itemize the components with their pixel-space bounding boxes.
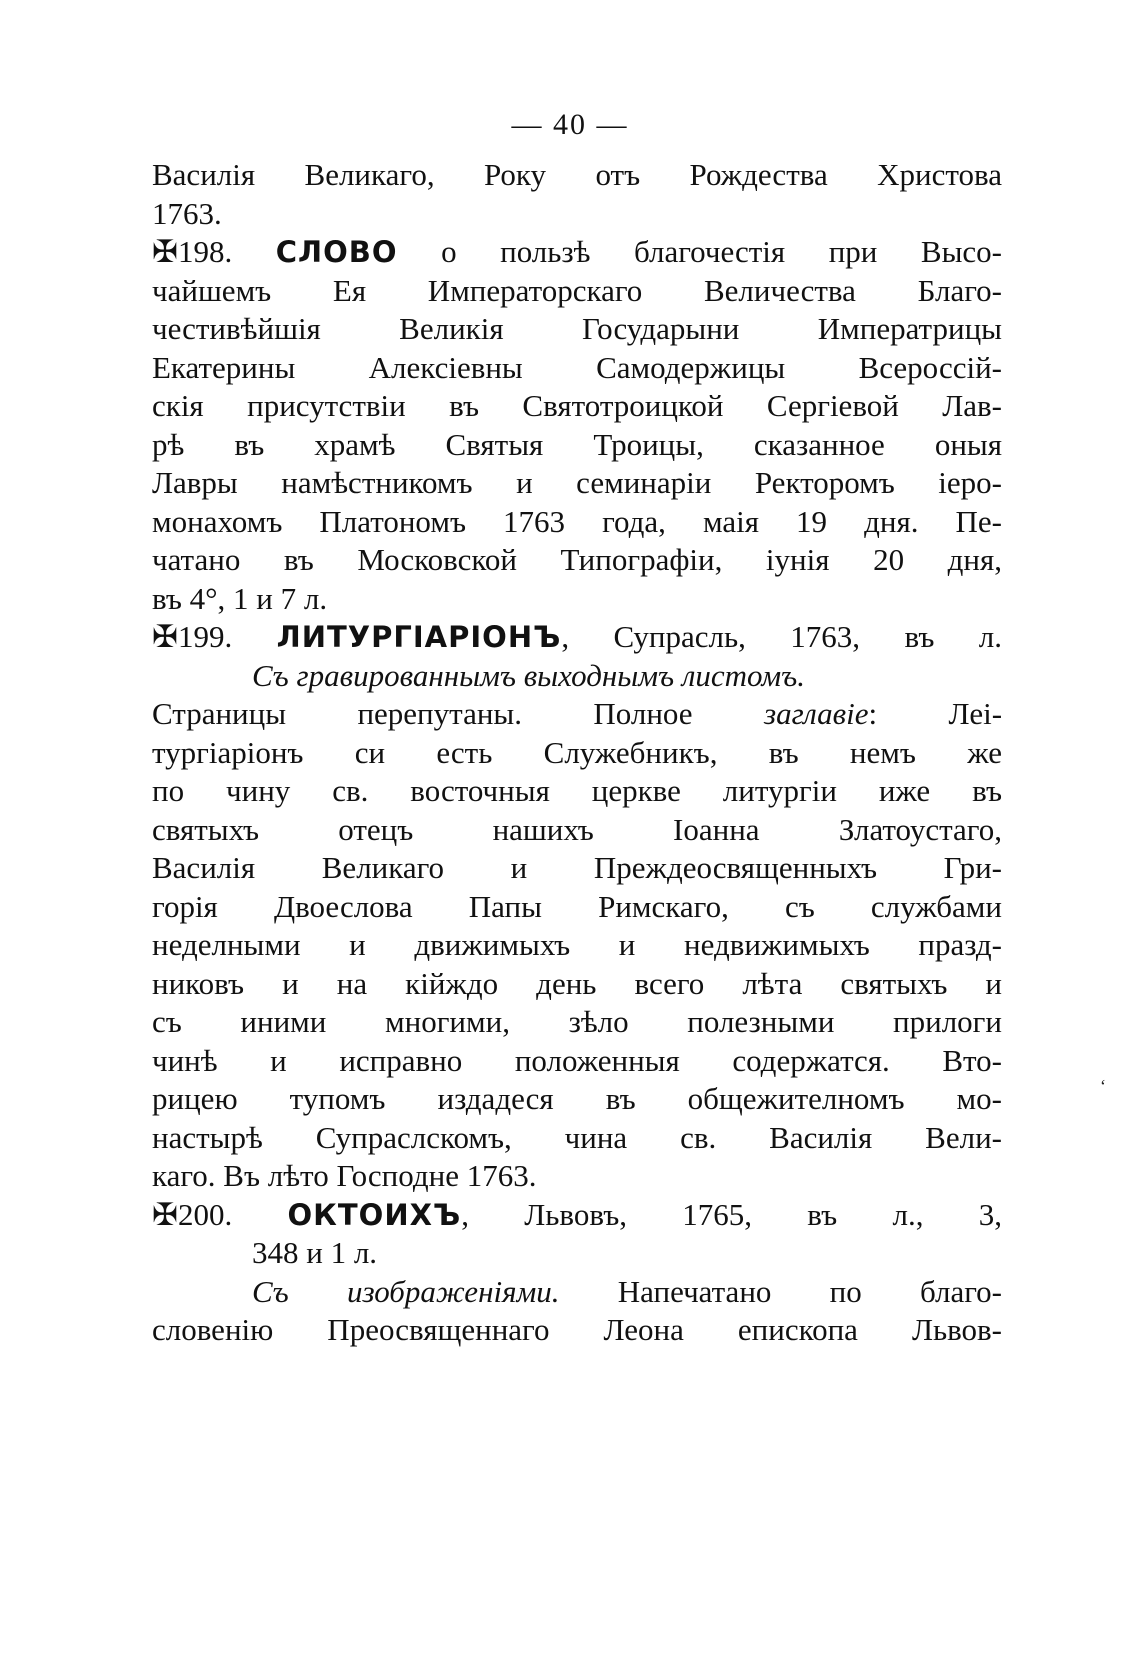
entry-199-heading <box>152 618 1002 657</box>
entry-198-line: скія присутствіи въ Святотроицкой Сергіевой Лав- <box>152 388 1002 423</box>
continuation-line: Василія Великаго, Року отъ Рождества Христова <box>152 157 1002 192</box>
entry-198-line: въ 4°, 1 и 7 л. <box>152 580 328 616</box>
entry-198-line: честивѣйшія Великія Государыни Императрицы <box>152 311 1002 346</box>
entry-200-line <box>152 1273 1002 1312</box>
entry-title: ОКТОИХЪ <box>287 1197 462 1232</box>
entry-199-line: Василія Великаго и Преждеосвященныхъ Гри- <box>152 850 1002 885</box>
entry-number: ✠200. <box>152 1196 233 1232</box>
entry-198-line: рѣ въ храмѣ Святыя Троицы, сказанное оныя <box>152 426 1002 462</box>
entry-text: , Львовъ, 1765, въ л., 3, <box>461 1196 1002 1232</box>
entry-number: ✠199. <box>152 619 233 654</box>
entry-199-line: неделными и движимыхъ и недвижимыхъ празд- <box>152 927 1002 962</box>
entry-199-line: чинѣ и исправно положенныя содержатся. Вто- <box>152 1042 1002 1078</box>
entry-199-line: тургіаріонъ си есть Служебникъ, въ немъ же <box>152 734 1002 770</box>
entry-198-line: чатано въ Московской Типографіи, іунія 20 дня, <box>152 542 1002 577</box>
page-number: — 40 — <box>511 108 629 141</box>
entry-200-line: 348 и 1 л. <box>252 1235 378 1270</box>
entry-198-line: монахомъ Платономъ 1763 года, маія 19 дня. Пе- <box>152 503 1002 539</box>
entry-198-heading <box>152 233 1002 272</box>
entry-text: Страницы перепутаны. Полное <box>152 696 693 731</box>
entry-200-line: словенію Преосвященнаго Леона епископа Львов- <box>152 1312 1002 1347</box>
entry-199-line: святыхъ отецъ нашихъ Іоанна Златоустаго, <box>152 811 1002 847</box>
entry-199-line <box>152 695 1002 734</box>
entry-number: ✠198. <box>152 234 233 269</box>
entry-198-line: Лавры намѣстникомъ и семинаріи Ректоромъ іеро- <box>152 465 1002 500</box>
entry-199-line: каго. Въ лѣто Господне 1763. <box>152 1158 537 1193</box>
entry-text-italic: заглавіе <box>763 696 869 731</box>
entry-text: , Супрасль, 1763, въ л. <box>561 619 1002 654</box>
entry-199-line: рицею тупомъ издадеся въ общежителномъ мо- <box>152 1081 1002 1116</box>
entry-text: о пользѣ благочестія при Высо- <box>441 234 1002 269</box>
entry-199-note: Съ гравированнымъ выходнымъ листомъ. <box>252 657 806 693</box>
entry-199-line: горія Двоеслова Папы Римскаго, съ службами <box>152 888 1002 924</box>
entry-199-line: съ иними многими, зѣло полезными прилоги <box>152 1004 1002 1039</box>
entry-200-heading <box>152 1196 1002 1235</box>
entry-title: СЛОВО <box>275 235 398 269</box>
entry-199-line: никовъ и на кійждо день всего лѣта святыхъ и <box>152 965 1002 1001</box>
continuation-line: 1763. <box>152 195 222 231</box>
entry-199-line: по чину св. восточныя церкве литургіи иже въ <box>152 773 1002 808</box>
entry-198-line: Екатерины Алексіевны Самодержицы Всероссій- <box>152 349 1002 385</box>
margin-mark: ‘ <box>1100 1076 1106 1096</box>
entry-198-line: чайшемъ Ея Императорскаго Величества Благо- <box>152 272 1002 308</box>
text-body <box>152 156 1002 1350</box>
entry-199-line: настырѣ Супраслскомъ, чина св. Василія Вели- <box>152 1119 1002 1155</box>
entry-text-italic: Съ изображеніями. <box>252 1273 560 1309</box>
entry-title: ЛИТУРГІАРІОНЪ <box>276 620 562 654</box>
entry-text: : Леі- <box>868 696 1002 731</box>
entry-text: Напечатано по благо- <box>617 1273 1002 1309</box>
